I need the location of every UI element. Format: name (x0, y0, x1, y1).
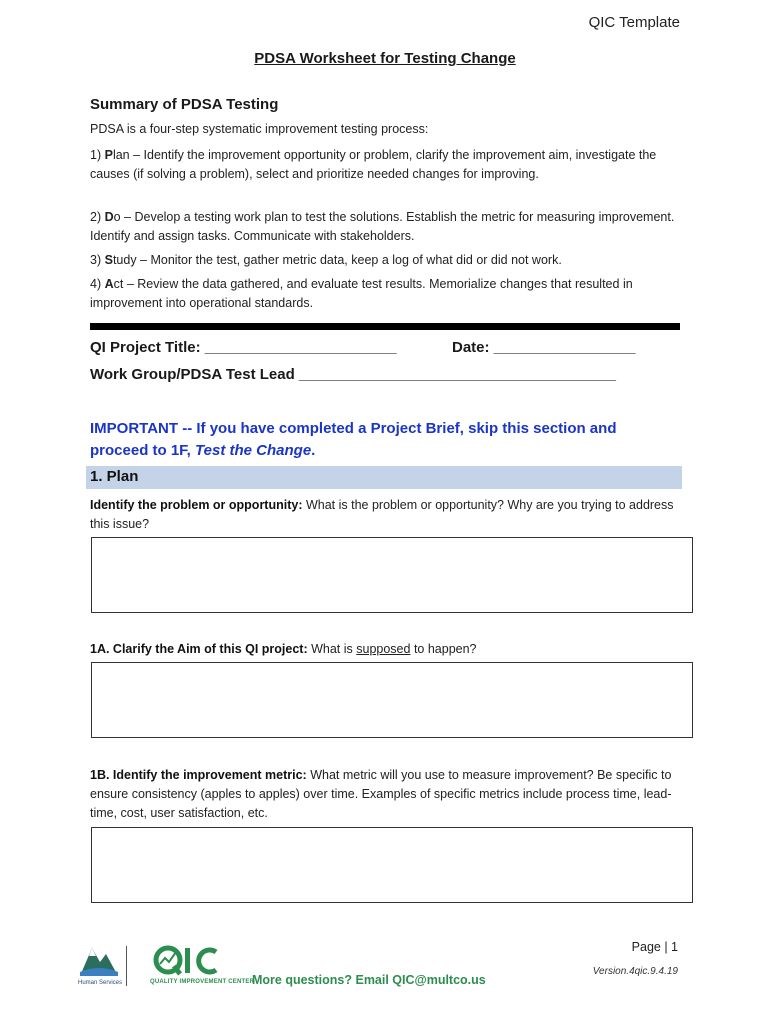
step-study: 3) Study – Monitor the test, gather metric data, keep a log of what did or did not work. (90, 253, 562, 267)
section-divider (90, 323, 680, 330)
org-name: Human Services (78, 980, 123, 986)
important-note: IMPORTANT -- If you have completed a Project Brief, skip this section and proceed to 1F, Test the Change. (90, 420, 617, 459)
question-aim: 1A. Clarify the Aim of this QI project: What is supposed to happen? (90, 642, 477, 656)
summary-intro: PDSA is a four-step systematic improvement testing process: (90, 122, 429, 136)
step-do: 2) Do – Develop a testing work plan to test the solutions. Establish the metric for measuring improvement. Identify and assign tasks. Communicate with stakeholders. (90, 210, 675, 243)
step-plan: 1) Plan – Identify the improvement opportunity or problem, clarify the improvement aim, investigate the causes (if solving a problem), select and prioritize needed changes for improving. (90, 148, 657, 181)
work-group-field[interactable]: Work Group/PDSA Test Lead ______________________________________ (90, 366, 616, 383)
contact-email[interactable]: More questions? Email QIC@multco.us (252, 973, 486, 987)
logo-divider (126, 946, 127, 986)
step-act: 4) Act – Review the data gathered, and evaluate test results. Memorialize changes that resulted in improvement into operational standards. (90, 277, 633, 310)
problem-answer-box[interactable] (91, 537, 693, 613)
human-services-logo-icon (78, 942, 123, 986)
date-field[interactable]: Date: _________________ (452, 339, 636, 356)
aim-answer-box[interactable] (91, 662, 693, 738)
version-label: Version.4qic.9.4.19 (592, 966, 678, 977)
project-title-field[interactable]: QI Project Title: _______________________ (90, 339, 397, 356)
template-label: QIC Template (588, 14, 680, 31)
question-problem: Identify the problem or opportunity: What is the problem or opportunity? Why are you trying to address this issue? (90, 498, 674, 531)
metric-answer-box[interactable] (91, 827, 693, 903)
qic-logo-icon (152, 944, 220, 983)
plan-section-header (86, 466, 682, 489)
summary-heading: Summary of PDSA Testing (90, 96, 279, 113)
plan-section-title: 1. Plan (90, 468, 139, 485)
document-title: PDSA Worksheet for Testing Change (254, 50, 516, 67)
qic-subtitle: QUALITY IMPROVEMENT CENTER (150, 979, 255, 985)
page-number: Page | 1 (631, 940, 678, 954)
question-metric: 1B. Identify the improvement metric: What metric will you use to measure improvement? Be specific to ensure consistency (apples to apples) over time. Examples of specific metrics include process time, lead-time, cost, user satisfaction, etc. (90, 768, 672, 820)
